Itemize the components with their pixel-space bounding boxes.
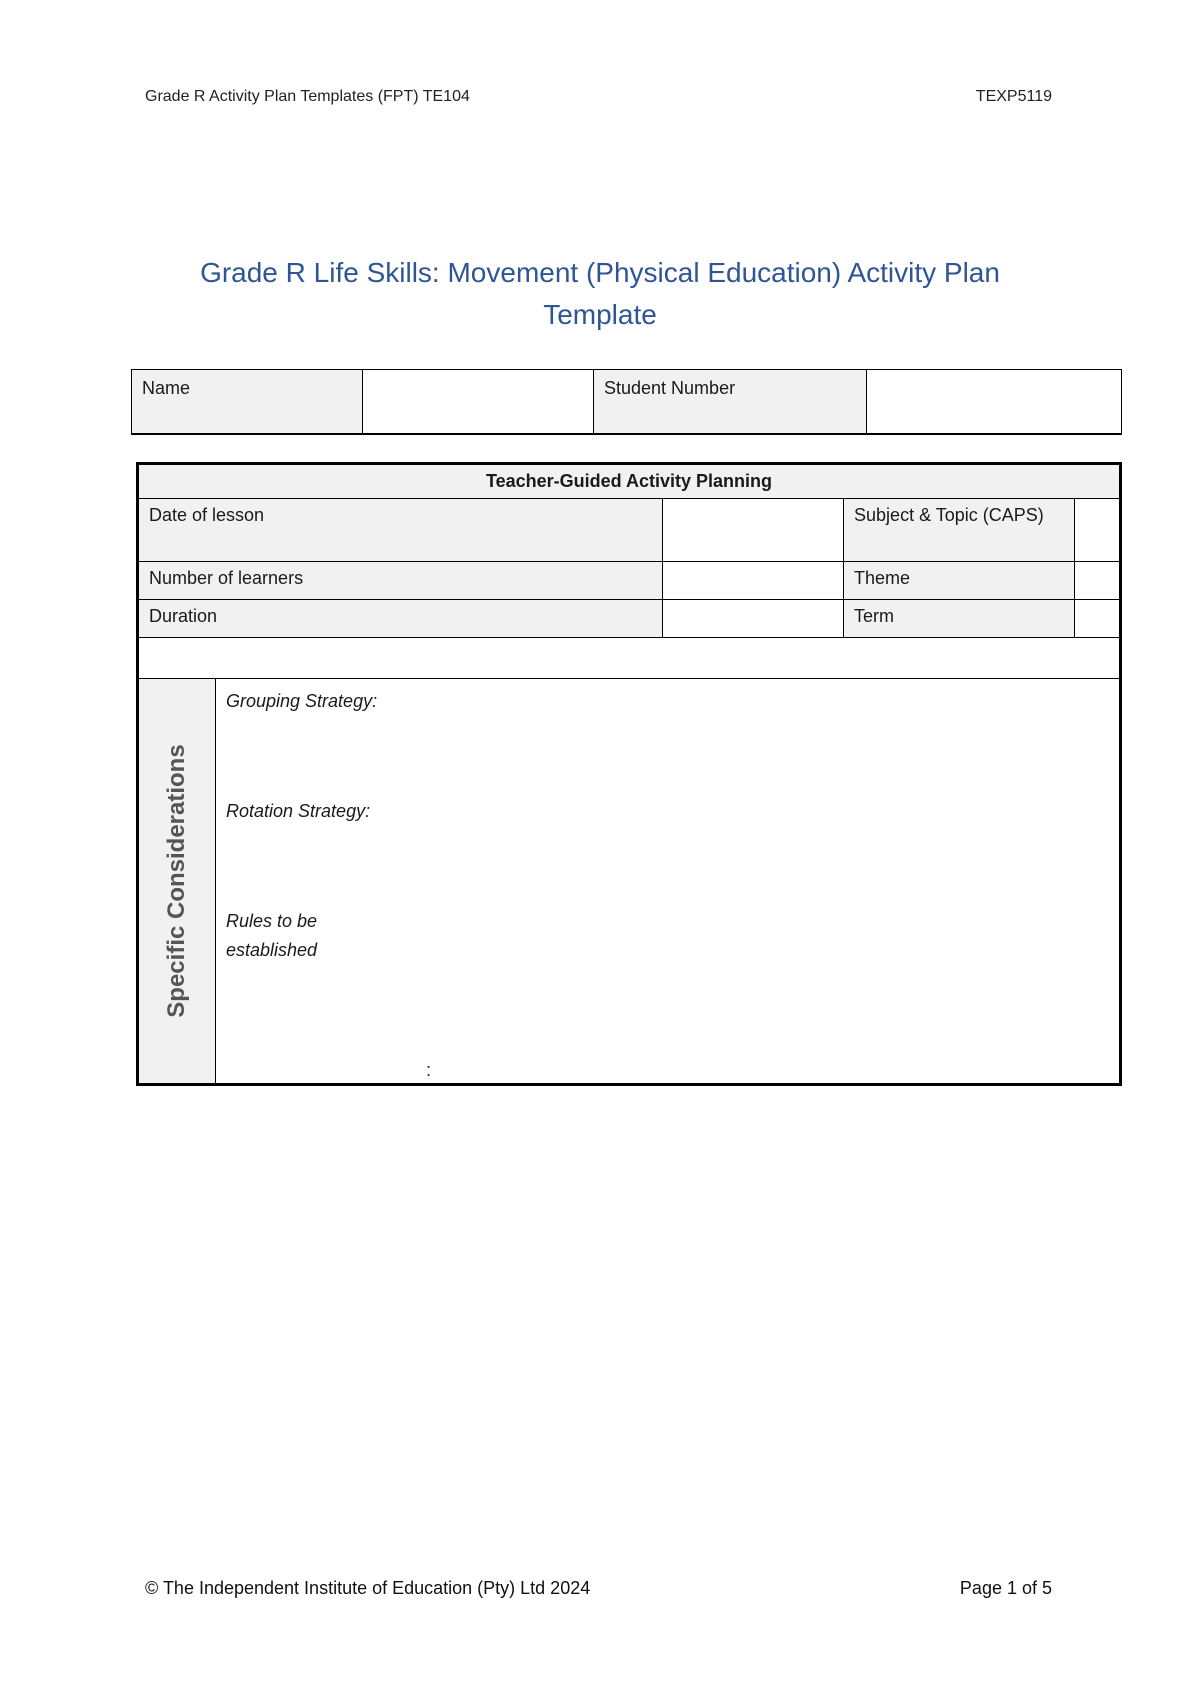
specific-considerations-side-label xyxy=(138,679,216,1085)
subject-topic-label: Subject & Topic (CAPS) xyxy=(844,499,1075,562)
specific-considerations-text: Specific Considerations xyxy=(163,744,190,1018)
activity-planning-table xyxy=(136,462,1122,1086)
subject-topic-field[interactable] xyxy=(1075,499,1121,562)
specific-considerations-body[interactable] xyxy=(216,679,1121,1085)
number-of-learners-label: Number of learners xyxy=(138,562,663,600)
theme-label: Theme xyxy=(844,562,1075,600)
name-label: Name xyxy=(132,370,363,435)
colon-mark: : xyxy=(426,1060,432,1080)
rules-label: Rules to be established xyxy=(226,911,318,960)
footer-copyright: © The Independent Institute of Education (Pty) Ltd 2024 xyxy=(145,1578,591,1598)
duration-field[interactable] xyxy=(663,600,844,638)
term-field[interactable] xyxy=(1075,600,1121,638)
page-title: Grade R Life Skills: Movement (Physical Education) Activity Plan Template xyxy=(200,257,1000,330)
blank-row xyxy=(138,638,1121,679)
term-label: Term xyxy=(844,600,1075,638)
rotation-strategy-label: Rotation Strategy: xyxy=(226,801,371,821)
footer-page-number: Page 1 of 5 xyxy=(959,1578,1052,1598)
planning-heading: Teacher-Guided Activity Planning xyxy=(138,464,1121,499)
number-of-learners-field[interactable] xyxy=(663,562,844,600)
date-of-lesson-label: Date of lesson xyxy=(138,499,663,562)
student-number-label: Student Number xyxy=(594,370,867,435)
header-document-title: Grade R Activity Plan Templates (FPT) TE104 xyxy=(145,88,470,105)
header-module-code: TEXP5119 xyxy=(975,88,1052,105)
grouping-strategy-label: Grouping Strategy: xyxy=(226,691,378,711)
student-number-field[interactable] xyxy=(867,370,1122,435)
name-field[interactable] xyxy=(363,370,594,435)
duration-label: Duration xyxy=(138,600,663,638)
theme-field[interactable] xyxy=(1075,562,1121,600)
student-info-table xyxy=(131,369,1122,435)
date-of-lesson-field[interactable] xyxy=(663,499,844,562)
